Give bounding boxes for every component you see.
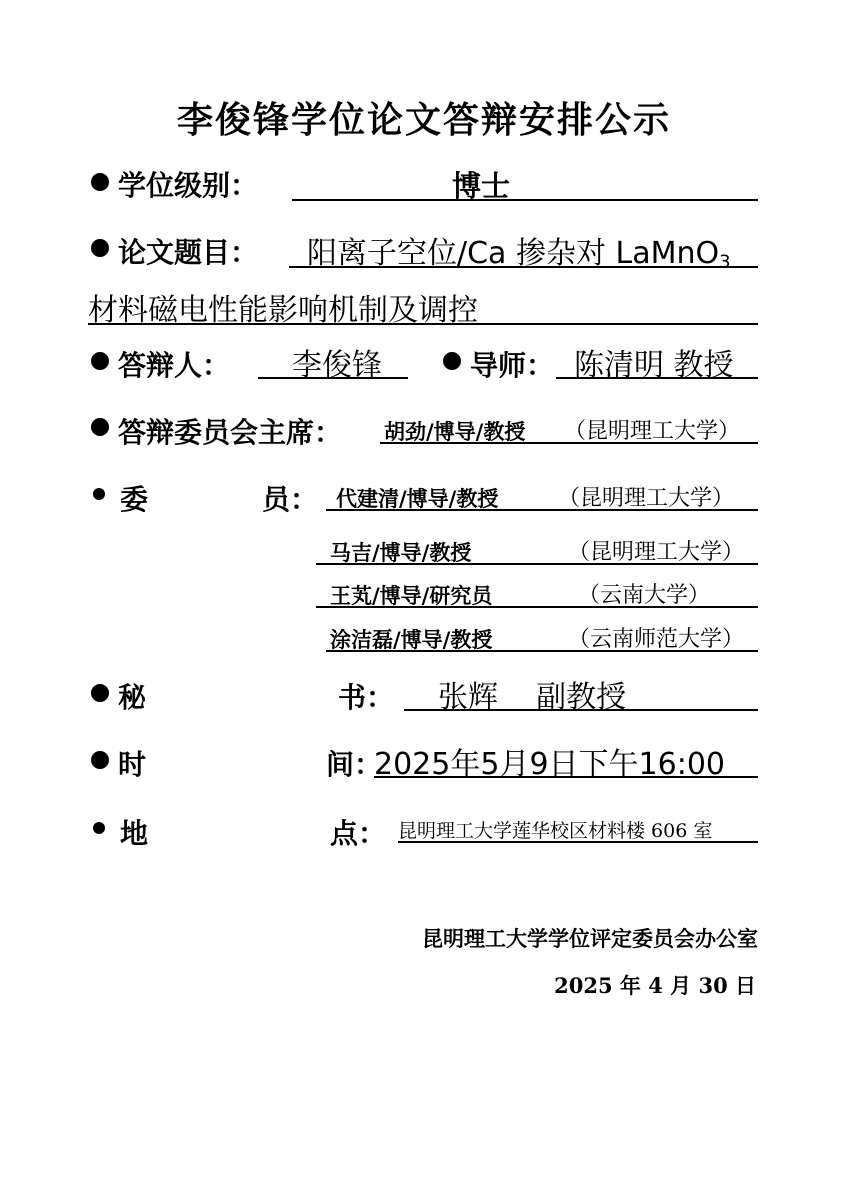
time-clock: 16:00	[638, 747, 726, 782]
place-value: 昆明理工大学莲华校区材料楼 606 室	[398, 820, 713, 842]
bullet-icon	[93, 822, 105, 834]
bullet-icon	[91, 239, 109, 257]
members-label-b: 员：	[262, 483, 319, 516]
bullet-icon	[91, 751, 109, 769]
member-row	[316, 535, 758, 565]
place-label-b: 点：	[330, 817, 387, 850]
bullet-icon	[91, 418, 109, 436]
defender-field	[258, 340, 408, 383]
member-name: 涂洁磊/博导/教授	[330, 628, 493, 652]
defender-label: 答辩人：	[118, 349, 231, 382]
thesis-formula-subscript: 3	[719, 251, 731, 273]
member-name: 王芄/博导/研究员	[330, 584, 493, 608]
chair-org: （昆明理工大学）	[564, 419, 741, 444]
place-field	[398, 815, 758, 843]
degree-label: 学位级别：	[118, 169, 259, 202]
thesis-title-part3: 掺杂对	[506, 236, 616, 271]
secretary-value: 张辉 副教授	[438, 680, 627, 715]
bullet-icon	[91, 352, 109, 370]
bullet-icon	[443, 352, 461, 370]
bullet-icon	[91, 173, 109, 191]
time-label-b: 间：	[326, 748, 383, 781]
thesis-label: 论文题目：	[118, 236, 259, 269]
member-row	[326, 622, 758, 652]
bullet-icon	[91, 684, 109, 702]
members-label-a: 委	[120, 483, 149, 516]
member-name: 马吉/博导/教授	[330, 541, 472, 565]
bullet-icon	[93, 488, 105, 500]
time-year: 2025	[374, 747, 451, 782]
advisor-label: 导师：	[470, 349, 555, 382]
thesis-title-part1: 阳离子空位	[307, 236, 457, 271]
time-label-a: 时	[118, 748, 147, 781]
time-day-unit: 日下午	[548, 747, 639, 782]
chair-field	[380, 414, 758, 444]
time-field	[374, 739, 758, 782]
member-org: （昆明理工大学）	[558, 486, 735, 511]
advisor-value: 陈清明 教授	[574, 348, 734, 383]
chair-label: 答辩委员会主席：	[118, 416, 343, 449]
thesis-title-line2	[88, 283, 758, 328]
secretary-label-b: 书：	[338, 681, 395, 714]
secretary-label-a: 秘	[118, 681, 147, 714]
degree-value: 博士	[452, 169, 511, 203]
thesis-title-line2-text: 材料磁电性能影响机制及调控	[88, 293, 478, 328]
thesis-title-line1	[289, 228, 758, 273]
page-title: 李俊锋学位论文答辩安排公示	[176, 100, 671, 141]
issue-date: 2025 年 4 月 30 日	[554, 973, 756, 998]
defender-value: 李俊锋	[292, 348, 382, 383]
degree-field	[292, 163, 758, 201]
time-year-unit: 年	[450, 747, 481, 782]
member-org: （昆明理工大学）	[568, 540, 745, 565]
member-org: （云南大学）	[578, 583, 711, 608]
member-row	[316, 578, 758, 608]
place-label-a: 地	[120, 817, 149, 850]
secretary-field	[404, 672, 758, 715]
time-month-unit: 月	[499, 747, 530, 782]
thesis-title-part2: /Ca	[457, 236, 507, 271]
thesis-formula: LaMnO	[615, 236, 720, 271]
member-org: （云南师范大学）	[568, 627, 745, 652]
member-name: 代建清/博导/教授	[336, 487, 499, 511]
time-month: 5	[480, 747, 500, 782]
time-day: 9	[529, 747, 549, 782]
issuing-office: 昆明理工大学学位评定委员会办公室	[422, 926, 758, 951]
advisor-field	[556, 340, 758, 383]
chair-name: 胡劲/博导/教授	[384, 420, 526, 444]
member-row	[326, 481, 758, 511]
